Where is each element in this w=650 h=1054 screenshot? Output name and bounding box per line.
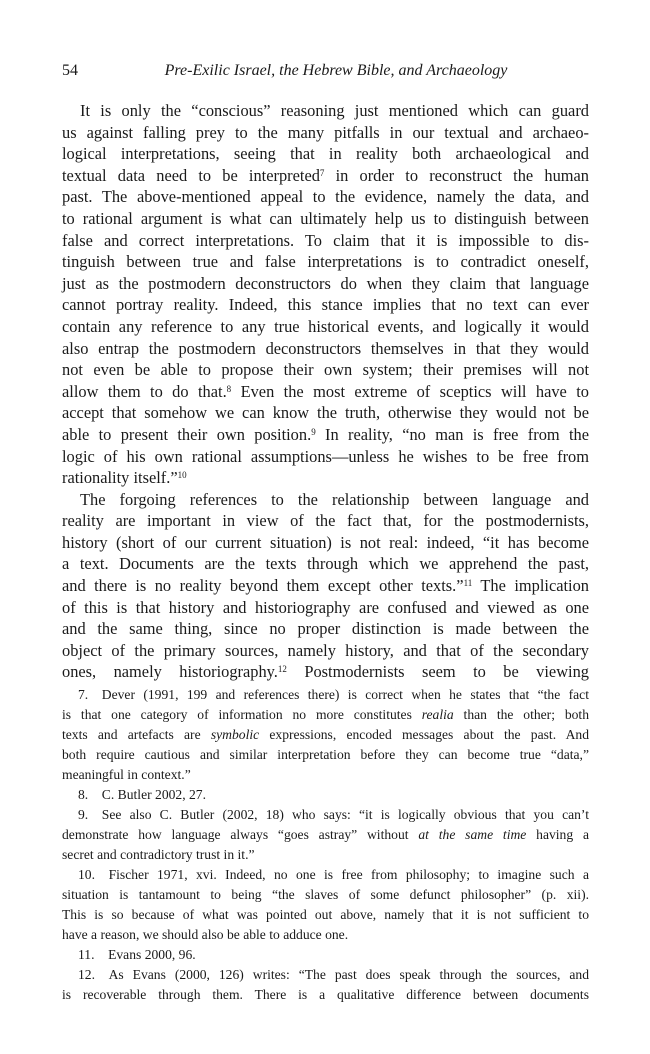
text-line: ones, namely historiography.$^{12}$ Postmodernists seem to be viewing: [62, 662, 589, 682]
text-line: logical interpretations, seeing that in reality both archaeological and: [62, 144, 589, 164]
text-line: to rational argument is what can ultimately help us to distinguish between: [62, 208, 589, 228]
text-line: able to present their own position.$^9$ In reality, “no man is free from the: [62, 424, 589, 444]
text-line: The forgoing references to the relationship between language and: [80, 489, 589, 509]
page-header: [62, 60, 590, 82]
text-line: past. The above-mentioned appeal to the evidence, namely the data, and: [62, 187, 589, 207]
main-text: [62, 100, 589, 683]
footnote-line: 11. Evans 2000, 96.: [78, 947, 196, 962]
footnote-ref: 9: [311, 426, 316, 437]
text-line: object of the primary sources, namely history, and that of the secondary: [62, 640, 589, 660]
footnote-line: 8. C. Butler 2002, 27.: [78, 787, 207, 802]
footnote-ref: 11: [463, 578, 473, 589]
text-line: cannot portray reality. Indeed, this stance implies that no text can ever: [62, 295, 589, 315]
footnote-line: have a reason, we should also be able to adduce one.: [62, 927, 349, 942]
page-number: 54: [62, 62, 78, 79]
text-line: logic of his own rational assumptions—unless he wishes to be free from: [62, 446, 589, 466]
footnote-line: meaningful in context.”: [62, 767, 191, 782]
text-line: not even be able to propose their own system; their premises will not: [62, 360, 589, 380]
text-line: allow them to do that.$^8$ Even the most extreme of sceptics will have to: [62, 381, 589, 401]
footnote-line: 7. Dever (1991, 199 and references there) is correct when he states that “the fact: [78, 687, 589, 702]
text-line: accept that somehow we can know the truth, otherwise they would not be: [62, 403, 589, 423]
text-line: textual data need to be interpreted$^7$ in order to reconstruct the human: [62, 165, 589, 185]
text-line: contain any reference to any true historical events, and logically it would: [62, 316, 589, 336]
footnote-line: is that one category of information no more constitutes realia than the other; both: [62, 707, 590, 722]
text-line: reality are important in view of the fact that, for the postmodernists,: [62, 511, 589, 531]
footnotes: [62, 685, 589, 1005]
text-line: rationality itself.”$^{10}$: [62, 468, 187, 488]
text-line: us against falling prey to the many pitfalls in our textual and archaeo-: [62, 122, 589, 142]
text-line: false and correct interpretations. To claim that it is impossible to dis-: [62, 230, 589, 250]
text-line: of this is that history and historiography are confused and viewed as one: [62, 597, 589, 617]
footnote-line: 10. Fischer 1971, xvi. Indeed, no one is free from philosophy; to imagine such a: [78, 867, 589, 882]
text-line: just as the postmodern deconstructors do when they claim that language: [62, 273, 589, 293]
footnote-line: both require cautious and similar interpretation before they can become true “data,”: [62, 747, 589, 762]
footnote-line: 9. See also C. Butler (2002, 18) who says: “it is logically obvious that you can’t: [78, 807, 589, 822]
footnote-line: is recoverable through them. There is a qualitative difference between documents: [62, 987, 589, 1002]
footnote-ref: 10: [177, 470, 187, 481]
footnote-line: 12. As Evans (2000, 126) writes: “The past does speak through the sources, and: [78, 967, 589, 982]
footnote-ref: 7: [319, 167, 325, 178]
text-line: a text. Documents are the texts through which we apprehend the past,: [62, 554, 589, 574]
footnote-line: texts and artefacts are symbolic expressions, encoded messages about the past. And: [62, 727, 589, 742]
text-line: also entrap the postmodern deconstructors themselves in that they would: [62, 338, 589, 358]
text-line: and the same thing, since no proper distinction is made between the: [62, 619, 589, 639]
footnote-line: demonstrate how language always “goes astray” without at the same time having a: [62, 827, 589, 842]
text-line: history (short of our current situation) is not real: indeed, “it has become: [62, 532, 589, 552]
footnote-line: This is so because of what was pointed out above, namely that it is not sufficient to: [62, 907, 589, 922]
footnote-line: secret and contradictory trust in it.”: [62, 847, 255, 862]
text-line: It is only the “conscious” reasoning just mentioned which can guard: [80, 101, 589, 120]
text-line: tinguish between true and false interpretations is to contradict oneself,: [62, 252, 589, 272]
footnote-ref: 8: [226, 383, 232, 394]
text-line: and there is no reality beyond them except other texts.”$^{11}$ The implication: [62, 576, 589, 596]
footnote-ref: 12: [277, 664, 287, 675]
footnote-line: situation is tantamount to being “the slaves of some defunct philosopher” (p. xii).: [62, 887, 589, 902]
running-title: Pre-Exilic Israel, the Hebrew Bible, and Archaeology: [164, 62, 508, 79]
